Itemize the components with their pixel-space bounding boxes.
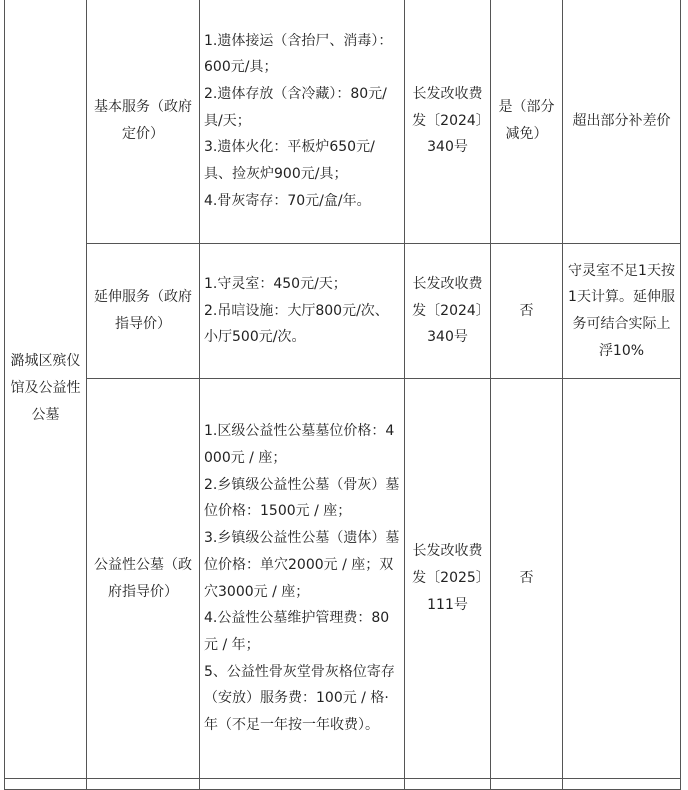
table-row <box>5 0 681 244</box>
fee-item: 1.守灵室：450元/天； <box>204 275 347 292</box>
waiver-cell <box>491 0 563 244</box>
empty-cell <box>87 779 200 790</box>
empty-cell <box>563 779 681 790</box>
fee-item: 2.吊唁设施：大厅800元/次、小厅500元/次。 <box>204 302 389 346</box>
note-cell <box>563 244 681 379</box>
note-text: 超出部分补差价 <box>572 112 671 129</box>
table-row <box>5 779 681 790</box>
pricing-basis-cell <box>405 379 491 779</box>
pricing-basis: 长发改收费发〔2024〕340号 <box>412 275 483 346</box>
service-name-cell <box>87 244 200 379</box>
waiver-status: 否 <box>519 570 534 587</box>
fee-item: 3.遗体火化：平板炉650元/具、捡灰炉900元/具； <box>204 139 375 183</box>
pricing-basis: 长发改收费发〔2025〕111号 <box>412 543 483 613</box>
waiver-cell <box>491 379 563 779</box>
org-name: 潞城区殡仪馆及公益性公墓 <box>10 353 81 423</box>
note-cell <box>563 379 681 779</box>
fee-items-cell <box>200 0 405 244</box>
org-name-cell <box>5 0 87 779</box>
fee-item: 2.乡镇级公益性公墓（骨灰）墓位价格：1500元 / 座； <box>204 476 400 520</box>
fee-item: 1.遗体接运（含抬尸、消毒）：600元/具； <box>204 32 393 76</box>
fee-item: 4.公益性公墓维护管理费：80元 / 年； <box>204 610 390 653</box>
fee-table <box>4 0 681 790</box>
empty-cell <box>200 779 405 790</box>
fee-items-cell <box>200 244 405 379</box>
fee-item: 2.遗体存放（含冷藏）：80元/具/天； <box>204 85 387 129</box>
waiver-status: 是（部分减免） <box>498 99 555 142</box>
fee-item: 4.骨灰寄存：70元/盒/年。 <box>204 192 371 209</box>
table-row <box>5 244 681 379</box>
empty-cell <box>5 779 87 790</box>
service-name-cell <box>87 379 200 779</box>
note-text: 守灵室不足1天按1天计算。延伸服务可结合实际上浮10% <box>568 262 675 359</box>
pricing-basis-cell <box>405 0 491 244</box>
fee-item: 5、公益性骨灰堂骨灰格位寄存（安放）服务费：100元 / 格·年（不足一年按一年收费）。 <box>204 663 395 734</box>
waiver-status: 否 <box>519 302 534 319</box>
table-row <box>5 379 681 779</box>
service-name-cell <box>87 0 200 244</box>
fee-item: 3.乡镇级公益性公墓（遗体）墓位价格：单穴2000元 / 座；双穴3000元 / 座； <box>204 530 400 600</box>
service-name: 公益性公墓（政府指导价） <box>94 556 192 600</box>
fee-item: 1.区级公益性公墓墓位价格：4000元 / 座； <box>204 423 395 466</box>
pricing-basis: 长发改收费发〔2024〕340号 <box>412 85 483 156</box>
empty-cell <box>405 779 491 790</box>
fee-items-cell <box>200 379 405 779</box>
service-name: 基本服务（政府定价） <box>94 99 192 142</box>
empty-cell <box>491 779 563 790</box>
pricing-basis-cell <box>405 244 491 379</box>
service-name: 延伸服务（政府指导价） <box>94 289 192 332</box>
waiver-cell <box>491 244 563 379</box>
note-cell <box>563 0 681 244</box>
